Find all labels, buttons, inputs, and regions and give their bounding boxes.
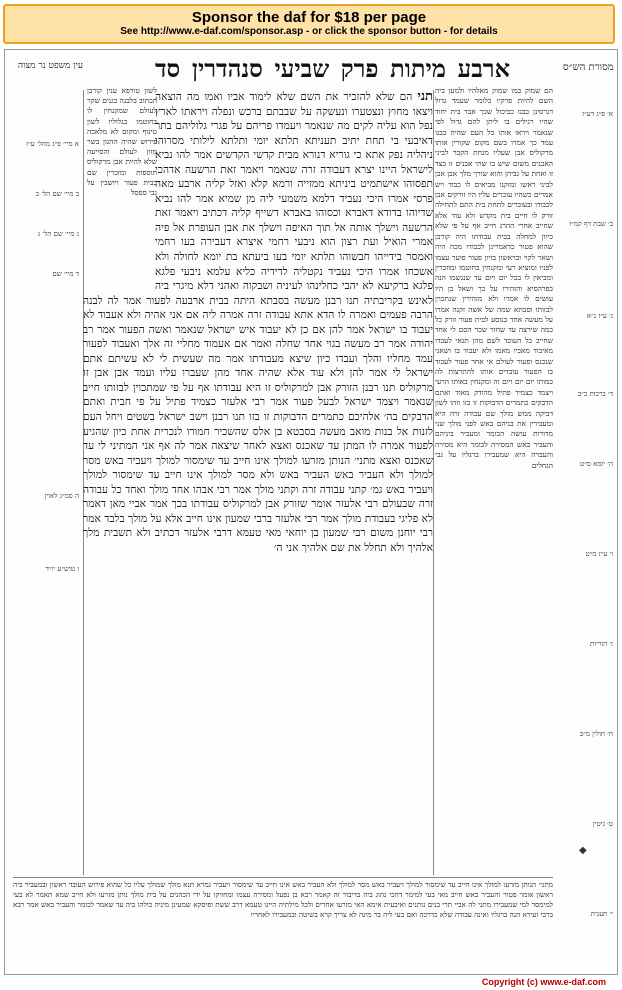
- page-header: [155, 52, 510, 86]
- margin-note: ה׳ יומא ס״ט: [580, 460, 613, 468]
- margin-note: ג מיי׳ שם הל׳ ג: [37, 230, 79, 238]
- tosafot-commentary: [87, 86, 157, 276]
- diamond-ornament-icon: ◆: [579, 845, 587, 856]
- header-word-1: ארבע: [457, 54, 510, 83]
- margin-note: ז׳ הוריות: [590, 640, 613, 648]
- margin-note: ו׳ ע״ז מ״ט: [585, 550, 613, 558]
- header-word-5: סנהדרין: [191, 54, 263, 83]
- sponsor-banner-title[interactable]: Sponsor the daf for $18 per page: [191, 9, 427, 26]
- margin-note: ד׳ ברכות כ״ב: [577, 390, 613, 398]
- rashi-commentary: [435, 86, 553, 876]
- divider-line: [433, 90, 434, 875]
- divider-line: [13, 877, 553, 878]
- margin-note: ט׳ גיטין: [592, 820, 613, 828]
- sponsor-banner-subtitle[interactable]: See http://www.e-daf.com/sponsor.asp - or click the sponsor button - for details: [120, 26, 498, 37]
- header-word-3: פרק: [340, 54, 379, 83]
- bottom-commentary-text: מתני׳ הנותן מזרעו למולך אינו חייב עד שימסור למולך ויעביר באש מסר למולך ולא העביר באש אינו חייב עד שימסור ויעביר גמרא תנא מולך שמולך עליו כל שהוא פירוש העובד ראשון ובמעביר ביה ראשון אומר פטור והעביר באש חייב מאי בעי למימר דהכי נהוג ביה בדיבור זה קאמר רבא בן נפעל ומסירה עצמו ומחזיקו על ידי הכהנים על בית מולך נותן מזרעו ולא חייב שמא תאמר לא בעי למימסר למי שמעבירו מתני לה אביי תרי בנים נותנים ואיבעית אימא האי מזרעו אחרים ולכל מילתיה היינו טעמא דרב ששת ופיסקא שמעינן מיניה כולהו ביה עד שאמר לכומר והעביר באש אמר רבא ברבי זעירא הנה ברגליו ואינה עבודה שלא כדרכה ואם בעי ליה בר מינה לא צריך קרא בשיטה ובמעבירו לאחריו: [13, 880, 553, 919]
- margin-note: י׳ תענית: [590, 910, 613, 918]
- margin-note: ב מיי׳ שם הל׳ ב: [35, 190, 79, 198]
- margin-note: א מיי׳ פ״ג מהל׳ ע״ז: [26, 140, 79, 148]
- margin-note: ו טוש״ע יו״ד: [45, 565, 79, 573]
- bottom-commentary: [13, 880, 553, 964]
- left-margin-notes: [9, 80, 83, 970]
- header-word-4: שביעי: [274, 54, 330, 83]
- header-word-2: מיתות: [390, 54, 447, 83]
- talmud-page: [4, 49, 618, 975]
- margin-note: ה סמ״ג לאוין: [44, 492, 79, 500]
- margin-note: ח׳ חולין מ״ב: [579, 730, 613, 738]
- margin-note: א׳ פ״ג דע״ז: [582, 110, 613, 118]
- margin-left-label: עין משפט נר מצוה: [17, 61, 83, 71]
- margin-note: ב׳ שבת דף קמ״ו: [569, 220, 613, 228]
- margin-right-label: מסורת הש״ס: [563, 62, 614, 73]
- margin-note: ד מיי׳ שם: [52, 270, 79, 278]
- sponsor-banner[interactable]: [3, 4, 615, 44]
- tosafot-text: לשון טורפא ענין קורבן הכתוב בלבנה בגנים שקר לעולם שמקנחין לו בחוטמו בגלוליו לשון טינוף ומקום לא מלאכה פירוש שהיה ההגון בשר מזון לעולם והסייעה שלא להיות אבן מרקוליס תוספות ומזכרין שם בבית פעור ויושבין על גבי ספסל: [87, 86, 157, 198]
- copyright-link[interactable]: Copyright (c) www.e-daf.com: [481, 977, 606, 987]
- gemara-text: הם שלא להזכיר את השם שלא לימוד אביו ואמו מה הוצאה ויצאו מחוץ ונצטערו ונעשקה על שבבתם ברכש ונפלה ויראתו לארץ נפל הוא עליה לקים מה שנאמר ויעמדו פריהם על פגרי גלוליהם בתר דאיבעי בי תחת יתיב תעניתא תלתא יומי ותלתא לילותי מסרוהו ניהליה נפק אתא כי גוריא דנורא מבית קדשי הקדשים אמר להו נביא לישראל היינו יצרא דעבודה זרה שנאמר ויאמר זאת הרשעה אדהכי תפסוהו אישתמיט ביניתא ממזייה ורמא קלא ואזל קליה ארבע מאה פרסי אמרו היכי נעביד דלמא משמעי ליה מן שמיא אמר להו נביא שדיוהו בדודא דאברא וכסוהו באברא דשייף קליה דכתיב ויאמר זאת הרשעה וישלך אותה אל תוך האיפה וישלך את אבן העופרת אל פיה אמרי הואיל ועת רצון הוא ניבעי רחמי איצרא דעבירה בעו רחמי ואמסר בידייהו חבשוהו תלתא יומי בעו ביעתא בת יומא לחולה ולא אשכחו אמרו היכי נעביד נקטליה לדידיה כליא עלמא ניבעי פלגא פלגא ברקיעא לא יהבי כחלינהו לעיניה ושבקוה ואהני דלא מיגרי ביה לאינש בקריבתיה תנו רבנן מעשה בסבתא היתה בבית ארבעה לפעור אמר לה לבנה הרבה פעמים ואמרה לו הדא אתא עבודה זרה אמרה ליה אם אני אהיה ולא אעבוד לא יעבוד בו ישראל אמר להן אם כן לא יעבוד איש ישראל שנאמר ואשה הפעור אמר רב יהודה אמר רב מעשה בגוי אחד שחלה ואמר אם אעמוד מחליי זה אלך ואעבוד לפעור עמד מחליו והלך ועבדו כיון שיצא מעבודתו אמר מה שעשית לי לא עשיתם אתם ישראל לי אמר להן ולא עוד אלא שהיה אחד מהן שעברו עליו ועמד אבן אבן זו מרקוליס תנו רבנן הזורק אבן למרקוליס זו היא עבודתו אף על פי שמתכוין לבזותו חייב שנאמר ויצמד ישראל לבעל פעור אמר רבי אלעזר כצמיד פתיל על פי חבית ואתם הדבקים בה׳ אלהיכם כתמרים הדבוקות זו בזו תנו רבנן וישב ישראל בשטים ויחל העם לזנות אל בנות מואב מעשה בסבטא בן אלס שהשכיר חמורו לנכרית אחת כיון שהגיע לפעור אמרה לו המתן עד שאכנס ואצא לאחר שיצאה אמר לה אף אני המתיני לי עד שאכנס ואצא מתני׳ הנותן מזרעו למולך אינו חייב עד שימסור למולך ויעביר באש מסר למולך ולא העביר באש העביר באש ולא מסר למולך אינו חייב עד שימסור למולך ויעביר באש גמ׳ קתני עבודה זרה וקתני מולך אמר רבי אבהו אחד מולך ואחד כל עבודה זרה שבעולם רבי אלעזר אומר שזורק אבן למרקוליס עבודתו בכך אמר אביי מאן דאמר לא פליגי בעבודת מולך אמר רבי אלעזר ברבי שמעון אינו חייב אלא על מולך בלבד אמר רבי יוחנן משום רבי שמעון בן יוחאי מאי טעמא דרבי אלעזר דכתיב ולא תשבית מלך אלהיך ולא תחלל את שם אלהיך אני ה׳: [83, 91, 433, 554]
- margin-note: ג׳ ע״ז נ״א: [586, 312, 613, 320]
- right-margin-notes: [557, 80, 615, 970]
- page-number: סד: [155, 54, 181, 83]
- rashi-text: הם שמוק כמו שמוק מאלהיו ולמען ביה השם להיות פרקיו כלומר שעמד גדול דגרסינן כבנו כביכול שכך אבד בית יחוד שהיו רגילים בו ליתן להם גדול לפי שנאמר ויראו אותו כל העם שהיה כבנו עמד כך אמרו בשם מקום שקורין אותו מרקוליס אבן שעליו מנחת הקבר לביני האבנים משום שיש בו שתי אבנים זו בצד זו ואחת על גביהן והוא שורך מלך אבן אבן לביני ראשו ומזקנו מביאים לו כבוד ויש אמרים כשהיו עוברים עליו היו זורקים אבן לכבודו ובעוברים לתחת בית התם לתחילה זורק לו חיים בית מקדש ולא עוד אלא שחייב אחרי ההרג חייב אף על פי שלא כיוון למחלה בבית עבודתו היה קורבן שהוא פטור כדאמרינן לכבודו מכה היה ושאר לקוי ובראשון בזיון פעור פוער עצמו לפניו ומוציא רעי ומקנחין בחוטמו ומוזכרין ומביאין לו בכל יום ויום עד שנגשמו הנה בפרהסיא והזהירו על כך ושאל כן היו עושים לו אמרו ולא מזהירין שנתכוין לבזותו וסבתא שמה של אשה זקנה אמרו על מעשה אחד בנוסע לבית פעור זורק כל כמה שירצה עד שחזר שכר הסם לי אחד שחייב כל העובד לשם מהן תנאי לעבדו מאיבוד מאביו מאמו ולא יעבוד בו ושאני שנכנס ופעור לעולם אי אחר פעור לעבוד בו הפעור עובדים אותו להתרצות לה כמותו יום יום ויום זה ומקנחין באותו הרעי ויצמד כצמיד פתיל מהודק מאוד ואתם הדבקים כתמרים הדבוקות זו בזו וזהו לשון דביקה ממש מולך שם עבודה זרה היא ומעבירין את בניהם באש לפני מולך שני מדורות עושה הכומר ומעביר ביניהם והעביר באש המסירה לכומר היא מסירה והעברה היא שמעבירו ברגליו על גבי הגחלים: [435, 86, 553, 470]
- gemara-opening-word: תני: [417, 90, 433, 104]
